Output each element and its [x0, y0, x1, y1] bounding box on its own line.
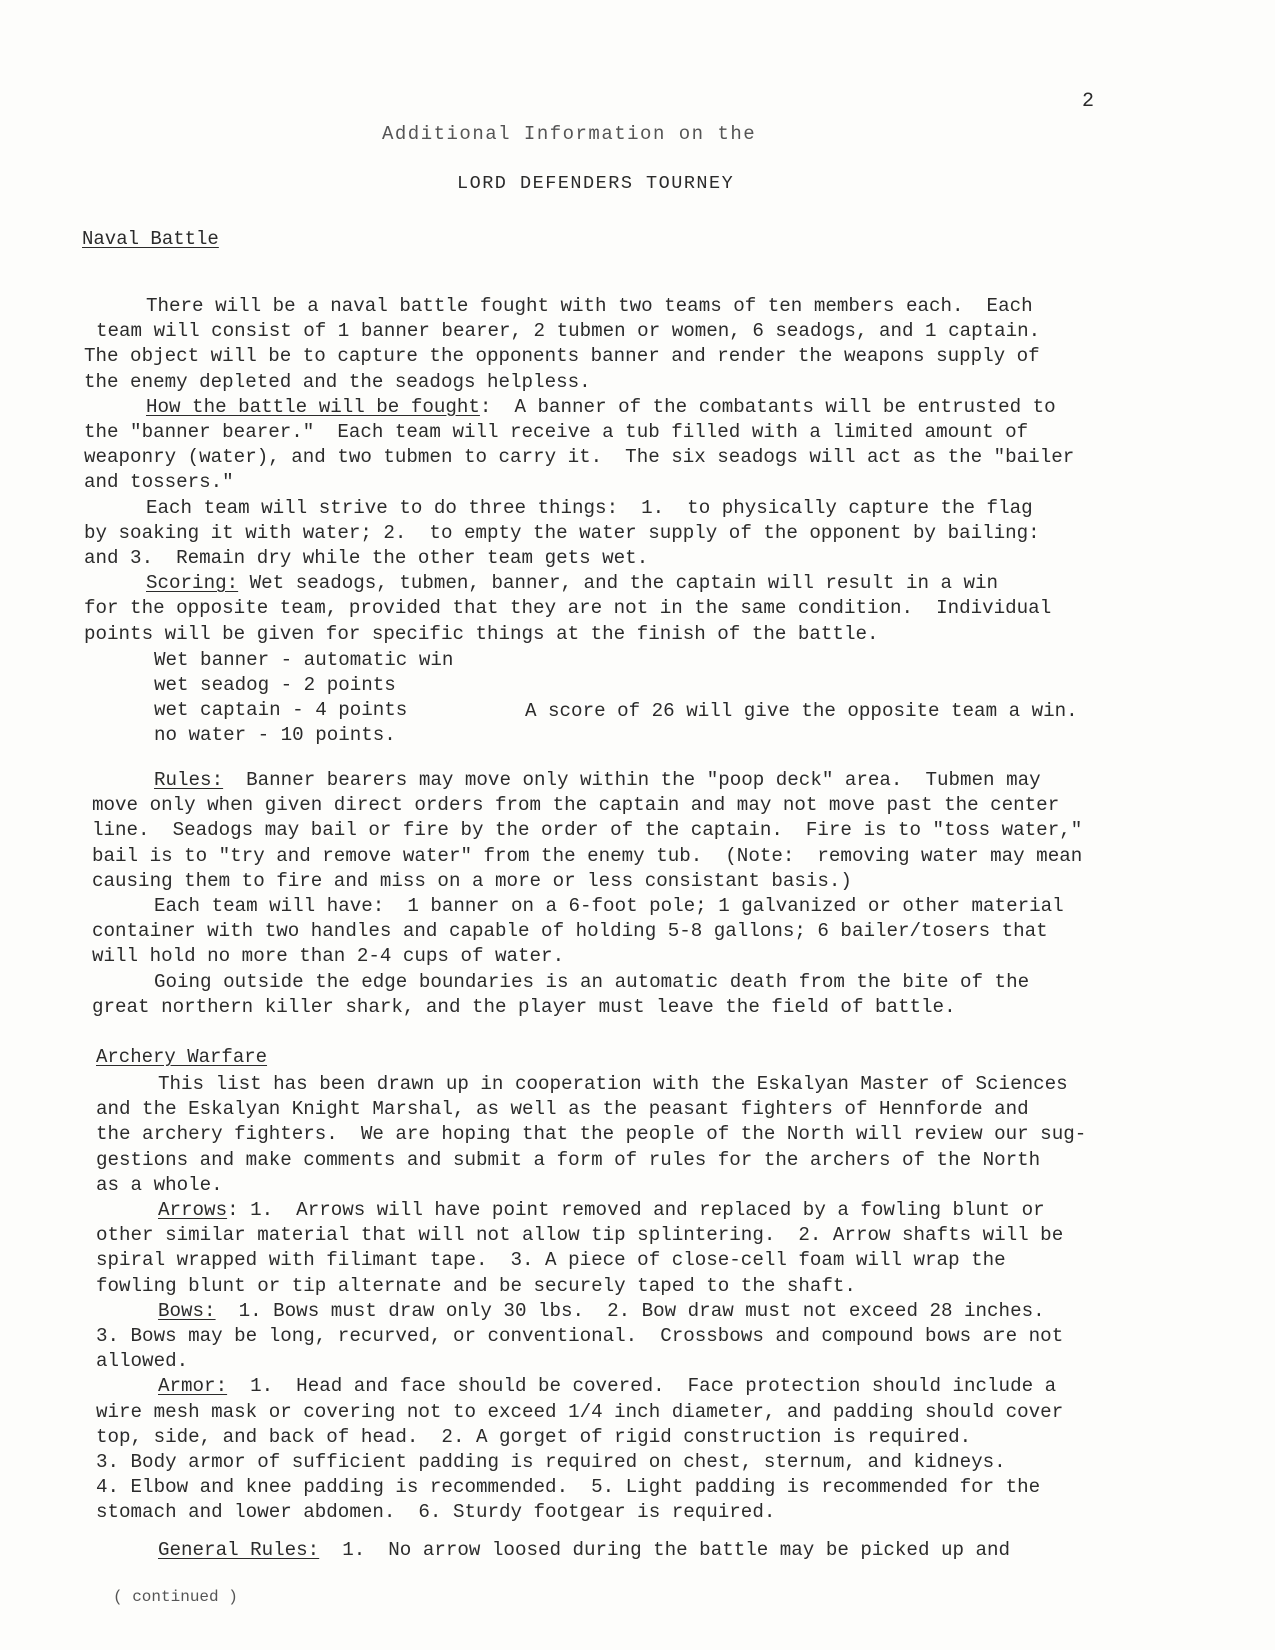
text-line: : A banner of the combatants will be entrusted to — [479, 395, 1056, 418]
general-rules-label: General Rules: — [158, 1539, 320, 1561]
text-line: The object will be to capture the opponents banner and render the weapons supply of — [84, 345, 1040, 368]
text-line: and 3. Remain dry while the other team gets wet. — [84, 547, 649, 570]
text-line: spiral wrapped with filimant tape. 3. A piece of close-cell foam will wrap the — [96, 1249, 1006, 1272]
text-line: Each team will have: 1 banner on a 6-foot pole; 1 galvanized or other material — [154, 895, 1064, 918]
title-line-1: Additional Information on the — [382, 123, 757, 145]
text-line: and the Eskalyan Knight Marshal, as well as the peasant fighters of Hennforde and — [96, 1098, 1029, 1121]
text-line: 4. Elbow and knee padding is recommended. 5. Light padding is recommended for the — [96, 1476, 1041, 1499]
text-line: There will be a naval battle fought with two teams of ten members each. Each — [146, 295, 1033, 317]
score-item: Wet banner - automatic win — [154, 649, 454, 671]
bows-label: Bows: — [158, 1299, 216, 1322]
text-line: the "banner bearer." Each team will receive a tub filled with a limited amount of — [84, 421, 1029, 444]
score-list — [154, 648, 453, 748]
how-label: How the battle will be fought — [146, 395, 480, 418]
scoring-label: Scoring: — [146, 572, 239, 595]
text-line: causing them to fire and miss on a more or less consistant basis.) — [92, 869, 852, 892]
text-line: wire mesh mask or covering not to exceed 1/4 inch diameter, and padding should cover — [96, 1400, 1064, 1423]
text-line: points will be given for specific things at the finish of the battle. — [84, 622, 879, 645]
text-line: 3. Bows may be long, recurved, or conventional. Crossbows and compound bows are not — [96, 1325, 1064, 1348]
text-line: allowed. — [96, 1350, 189, 1373]
continued-note: ( continued ) — [113, 1588, 238, 1606]
text-line: line. Seadogs may bail or fire by the order of the captain. Fire is to "toss water," — [92, 819, 1083, 842]
page-number: 2 — [1082, 90, 1095, 113]
naval-rules-paragraph — [92, 768, 1252, 1020]
text-line: 3. Body armor of sufficient padding is required on chest, sternum, and kidneys. — [96, 1451, 1006, 1474]
text-line: stomach and lower abdomen. 6. Sturdy footgear is required. — [96, 1501, 776, 1524]
text-line: Wet seadogs, tubmen, banner, and the captain will result in a win — [238, 572, 999, 595]
general-rules-paragraph — [96, 1538, 1256, 1563]
text-line: will hold no more than 2-4 cups of water. — [92, 945, 565, 968]
text-line: weaponry (water), and two tubmen to carry it. The six seadogs will act as the "bailer — [84, 446, 1075, 469]
text-line: fowling blunt or tip alternate and be securely taped to the shaft. — [96, 1274, 856, 1297]
text-line: the enemy depleted and the seadogs helpless. — [84, 370, 591, 393]
title-line-2: LORD DEFENDERS TOURNEY — [457, 173, 735, 194]
naval-battle-heading: Naval Battle — [82, 228, 219, 250]
text-line: move only when given direct orders from the captain and may not move past the center — [92, 794, 1060, 817]
text-line: 1. Bows must draw only 30 lbs. 2. Bow draw must not exceed 28 inches. — [215, 1299, 1045, 1322]
archery-warfare-heading: Archery Warfare — [96, 1046, 268, 1068]
text-line: 1. No arrow loosed during the battle may be picked up and — [319, 1539, 1011, 1561]
text-line: for the opposite team, provided that they are not in the same condition. Individual — [84, 597, 1052, 620]
win-note: A score of 26 will give the opposite team a win. — [525, 700, 1078, 722]
text-line: the archery fighters. We are hoping that the people of the North will review our sug- — [96, 1123, 1087, 1146]
text-line: 1. Head and face should be covered. Face protection should include a — [227, 1375, 1057, 1398]
score-item: no water - 10 points. — [154, 724, 396, 746]
text-line: top, side, and back of head. 2. A gorget of rigid construction is required. — [96, 1425, 972, 1448]
arrows-label: Arrows — [158, 1199, 228, 1222]
text-line: This list has been drawn up in cooperation with the Eskalyan Master of Sciences — [158, 1073, 1068, 1095]
rules-label: Rules: — [154, 769, 224, 791]
archery-paragraph — [96, 1072, 1256, 1526]
text-line: bail is to "try and remove water" from the enemy tub. (Note: removing water may mean — [92, 844, 1083, 867]
text-line: other similar material that will not allow tip splintering. 2. Arrow shafts will be — [96, 1224, 1064, 1247]
text-line: : 1. Arrows will have point removed and replaced by a fowling blunt or — [227, 1199, 1045, 1222]
text-line: container with two handles and capable of holding 5-8 gallons; 6 bailer/tosers that — [92, 920, 1048, 943]
text-line: as a whole. — [96, 1173, 223, 1196]
text-line: Banner bearers may move only within the "poop deck" area. Tubmen may — [223, 769, 1041, 791]
armor-label: Armor: — [158, 1375, 228, 1398]
text-line: by soaking it with water; 2. to empty the water supply of the opponent by bailing: — [84, 521, 1040, 544]
naval-intro-paragraph — [84, 294, 1244, 647]
text-line: Going outside the edge boundaries is an automatic death from the bite of the — [154, 970, 1030, 993]
text-line: Each team will strive to do three things: 1. to physically capture the flag — [146, 496, 1033, 519]
text-line: great northern killer shark, and the player must leave the field of battle. — [92, 995, 956, 1018]
text-line: and tossers." — [84, 471, 234, 494]
score-item: wet captain - 4 points — [154, 699, 408, 721]
score-item: wet seadog - 2 points — [154, 674, 396, 696]
text-line: gestions and make comments and submit a form of rules for the archers of the North — [96, 1148, 1041, 1171]
text-line: team will consist of 1 banner bearer, 2 tubmen or women, 6 seadogs, and 1 captain. — [96, 320, 1041, 343]
